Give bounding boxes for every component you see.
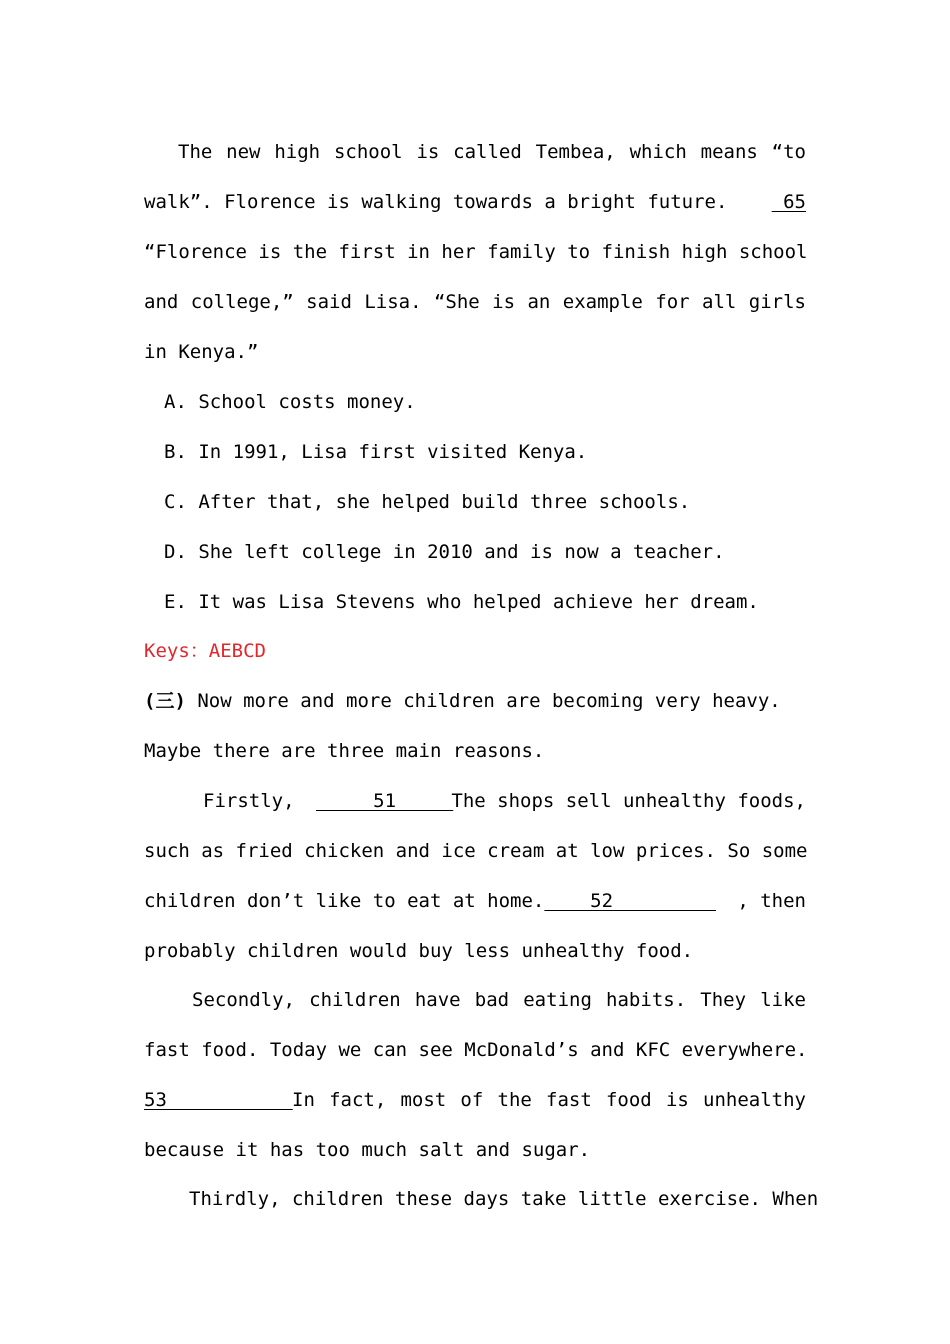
section-3-line-1 xyxy=(144,688,806,714)
passage-line-1: The new high school is called Tembea, which means “to xyxy=(178,141,806,163)
para1-line-2: such as fried chicken and ice cream at low prices. So some xyxy=(144,840,808,862)
passage-line-5: in Kenya.” xyxy=(144,341,259,363)
option-b: B. In 1991, Lisa first visited Kenya. xyxy=(164,441,588,463)
passage-line-3: “Florence is the first in her family to finish high school xyxy=(144,241,808,263)
option-d: D. She left college in 2010 and is now a teacher. xyxy=(164,541,725,563)
blank-52: 52 xyxy=(544,890,716,912)
para3-line-1: Thirdly, children these days take little exercise. When xyxy=(189,1188,819,1210)
para1-line-1-end: The shops sell unhealthy foods, xyxy=(451,790,806,812)
option-e: E. It was Lisa Stevens who helped achieve her dream. xyxy=(164,591,759,613)
para1-line-3-text: children don’t like to eat at home. xyxy=(144,890,545,912)
blank-51: 51 xyxy=(315,790,454,812)
passage-line-2-text: walk”. Florence is walking towards a bright future. xyxy=(144,191,728,213)
passage-line-2 xyxy=(144,189,806,215)
para2-line-3 xyxy=(144,1087,806,1113)
section-3-intro: Now more and more children are becoming very heavy. xyxy=(197,690,781,712)
para1-line-4: probably children would buy less unhealthy food. xyxy=(144,940,694,962)
para1-line-1 xyxy=(203,788,806,814)
para1-firstly: Firstly, xyxy=(203,790,295,812)
blank-65: 65 xyxy=(771,191,806,213)
passage-line-4: and college,” said Lisa. “She is an example for all girls xyxy=(144,291,806,313)
para2-line-2: fast food. Today we can see McDonald’s and KFC everywhere. xyxy=(144,1039,808,1061)
section-3-line-2: Maybe there are three main reasons. xyxy=(144,740,545,762)
section-3-number: (三) xyxy=(144,690,186,712)
blank-53: 53 xyxy=(144,1089,293,1111)
option-c: C. After that, she helped build three schools. xyxy=(164,491,691,513)
answer-keys: Keys：AEBCD xyxy=(144,640,266,662)
para2-line-1: Secondly, children have bad eating habits. They like xyxy=(192,989,806,1011)
para2-line-4: because it has too much salt and sugar. xyxy=(144,1139,591,1161)
option-a: A. School costs money. xyxy=(164,391,416,413)
para1-line-3-end: , then xyxy=(737,890,806,912)
para1-line-3 xyxy=(144,888,806,914)
para2-line-3-text: In fact, most of the fast food is unhealthy xyxy=(292,1089,806,1111)
